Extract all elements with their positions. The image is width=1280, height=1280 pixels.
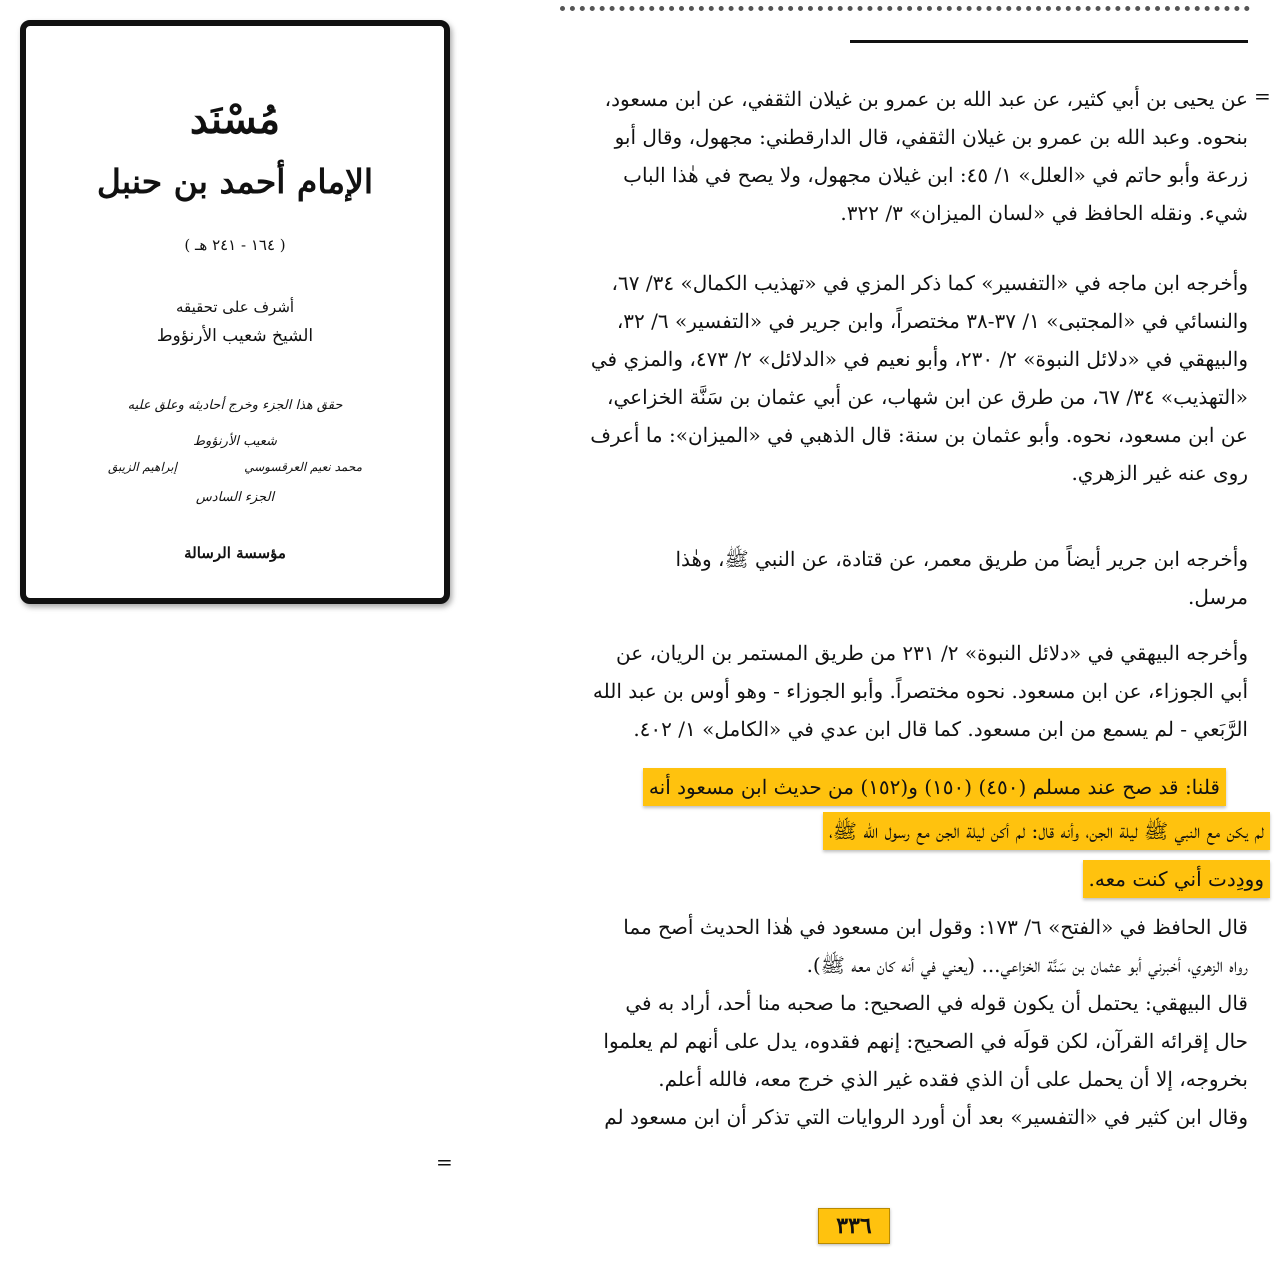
paragraph-3 (462, 540, 1248, 616)
paragraph-5 (462, 908, 1248, 1136)
text-line: والنسائي في «المجتبى» ١/ ٣٧-٣٨ مختصراً، وابن جرير في «التفسير» ٦/ ٣٢، (616, 309, 1248, 333)
text-line: وأخرجه البيهقي في «دلائل النبوة» ٢/ ٢٣١ من طريق المستمر بن الريان، عن (616, 641, 1248, 665)
header-dotted-rule (560, 6, 1250, 11)
cover-sheikh: الشيخ شعيب الأرنؤوط (156, 326, 314, 346)
text-line: والبيهقي في «دلائل النبوة» ٢/ ٢٣٠، وأبو نعيم في «الدلائل» ٢/ ٤٧٣، والمزي في (590, 347, 1248, 371)
text-line: الرَّبَعي - لم يسمع من ابن مسعود. كما قال ابن عدي في «الكامل» ١/ ٤٠٢. (633, 717, 1248, 741)
text-line: بخروجه، إلا أن يحمل على أن الذي فقده غير الذي خرج معه، فالله أعلم. (658, 1067, 1248, 1091)
text-line: زرعة وأبو حاتم في «العلل» ١/ ٤٥: ابن غيلان مجهول، ولا يصح في هٰذا الباب (623, 163, 1248, 187)
cover-publisher: مؤسسة الرسالة (184, 544, 286, 562)
cover-supervised-label: أشرف على تحقيقه (175, 298, 295, 316)
book-cover (20, 20, 450, 604)
text-line: وأخرجه ابن جرير أيضاً من طريق معمر، عن قتادة، عن النبي ﷺ، وهٰذا (675, 547, 1248, 571)
text-line: وأخرجه ابن ماجه في «التفسير» كما ذكر المزي في «تهذيب الكمال» ٣٤/ ٦٧، (611, 271, 1248, 295)
cover-title-musnad: مُسْنَد (189, 96, 281, 143)
continuation-mark-bottom: = (436, 1150, 453, 1174)
cover-verified-line: حقق هذا الجزء وخرج أحاديثه وعلق عليه (127, 398, 343, 413)
text-line: عن يحيى بن أبي كثير، عن عبد الله بن عمرو بن غيلان الثقفي، عن ابن مسعود، (604, 87, 1248, 111)
cover-title-imam: الإمام أحمد بن حنبل (96, 162, 374, 201)
text-line: مرسل. (1187, 585, 1248, 609)
paragraph-4 (462, 634, 1248, 748)
header-solid-rule (850, 40, 1248, 43)
cover-editor-right: محمد نعيم العرقسوسي (244, 460, 362, 474)
highlighted-line: وودِدت أني كنت معه. (1083, 860, 1270, 898)
text-line: وقال ابن كثير في «التفسير» بعد أن أورد الروايات التي تذكر أن ابن مسعود لم (604, 1105, 1248, 1129)
cover-arnaut: شعيب الأرنؤوط (193, 434, 277, 449)
continuation-mark-top: = (1254, 84, 1271, 108)
cover-part: الجزء السادس (195, 490, 275, 505)
text-line: رواه الزهري، أخبرني أبو عثمان بن سَنَّة الخزاعي... (يعني في أنه كان معه ﷺ). (806, 953, 1248, 977)
paragraph-1 (462, 80, 1248, 232)
highlighted-line: لم يكن مع النبي ﷺ ليلة الجن، وأنه قال: لم أكن ليلة الجن مع رسول الله ﷺ، (823, 812, 1270, 850)
text-line: قال البيهقي: يحتمل أن يكون قوله في الصحيح: ما صحبه منا أحد، أراد به في (625, 991, 1248, 1015)
text-line: أبي الجوزاء، عن ابن مسعود. نحوه مختصراً. وأبو الجوزاء - وهو أوس بن عبد الله (592, 679, 1248, 703)
cover-dates: ( ١٦٤ - ٢٤١ هـ ) (184, 236, 286, 254)
text-line: قال الحافظ في «الفتح» ٦/ ١٧٣: وقول ابن مسعود في هٰذا الحديث أصح مما (623, 915, 1248, 939)
cover-editor-left: إبراهيم الزيبق (108, 460, 177, 474)
paragraph-2 (462, 264, 1248, 492)
text-line: حال إقرائه القرآن، لكن قولَه في الصحيح: إنهم فقدوه، يدل على أنهم لم يعلموا (603, 1029, 1248, 1053)
text-line: عن ابن مسعود، نحوه. وأبو عثمان بن سنة: قال الذهبي في «الميزان»: ما أعرف (590, 423, 1248, 447)
text-line: بنحوه. وعبد الله بن عمرو بن غيلان الثقفي، قال الدارقطني: مجهول، وقال أبو (614, 125, 1248, 149)
text-line: «التهذيب» ٣٤/ ٦٧، من طرق عن ابن شهاب، عن أبي عثمان بن سَنَّة الخزاعي، (607, 385, 1248, 409)
highlighted-line: قلنا: قد صح عند مسلم (٤٥٠) (١٥٠) و(١٥٢) من حديث ابن مسعود أنه (643, 768, 1226, 806)
text-line: شيء. ونقله الحافظ في «لسان الميزان» ٣/ ٣٢٢. (840, 201, 1248, 225)
page-number: ٣٣٦ (818, 1208, 890, 1244)
text-line: روى عنه غير الزهري. (1071, 461, 1248, 485)
